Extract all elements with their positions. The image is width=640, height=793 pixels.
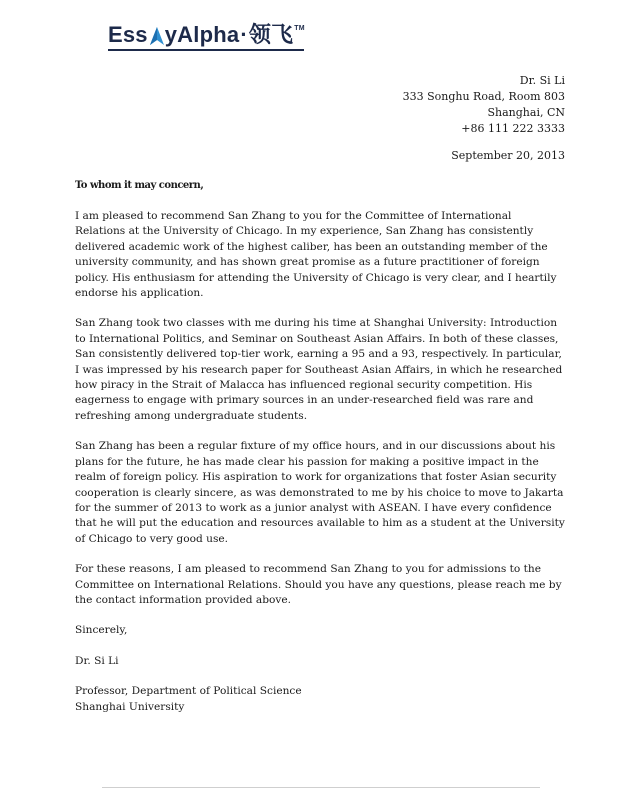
logo-chinese-text: 领飞 xyxy=(248,22,294,47)
signer-institution: Shanghai University xyxy=(75,700,185,713)
footer-divider xyxy=(102,787,540,788)
paragraph: San Zhang took two classes with me during his time at Shanghai University: Introduction to International Politics, and Seminar on Southeast Asian Affairs. In both of these classes, San consistently delivered top-tier work, earning a 95 and a 93, respectively. In particular, I was impressed by his research paper for Southeast Asian Affairs, in which he researched how piracy in the Strait of Malacca has influenced regional security competition. His eagerness to engage with primary sources in an under-researched field was rare and refreshing among undergraduate students. xyxy=(75,317,563,422)
signature-name: Dr. Si Li xyxy=(75,654,119,667)
paper-plane-icon xyxy=(149,25,164,43)
valediction: Sincerely, xyxy=(75,624,128,637)
paragraph: San Zhang has been a regular fixture of my office hours, and in our discussions about his plans for the future, he has made clear his passion for making a positive impact in the realm of foreign policy. His aspiration to work for organizations that foster Asian security cooperation is clearly sincere, as was demonstrated to me by his choice to move to Jakarta for the summer of 2013 to work as a junior analyst with ASEAN. I have every confidence that he will put the education and resources available to him as a student at the University of Chicago to very good use. xyxy=(75,440,565,545)
sender-address: 333 Songhu Road, Room 803 xyxy=(402,90,565,103)
sender-city: Shanghai, CN xyxy=(487,106,565,119)
logo-underline xyxy=(108,49,304,51)
sender-name: Dr. Si Li xyxy=(519,74,565,87)
letter-date: September 20, 2013 xyxy=(451,149,565,162)
paragraph: I am pleased to recommend San Zhang to you for the Committee of International Relations at the University of Chicago. In my experience, San Zhang has consistently delivered academic work of the highest caliber, has been an outstanding member of the university community, and has shown great promise as a future practitioner of foreign policy. His enthusiasm for attending the University of Chicago is very clear, and I heartily endorse his application. xyxy=(75,210,557,300)
sender-address-block xyxy=(403,73,565,137)
essay-alpha-logo xyxy=(108,18,305,48)
salutation: To whom it may concern, xyxy=(75,180,204,191)
logo-dot: · xyxy=(240,22,248,47)
sender-phone: +86 111 222 3333 xyxy=(461,122,565,135)
signer-title: Professor, Department of Political Science xyxy=(75,685,302,698)
letter-body xyxy=(75,209,565,715)
logo-text-part2: yAlpha xyxy=(164,22,240,47)
logo-text-part1: Ess xyxy=(108,22,148,47)
logo-trademark: TM xyxy=(294,25,305,32)
paragraph: For these reasons, I am pleased to recommend San Zhang to you for admissions to the Committee on International Relations. Should you have any questions, please reach me by the contact information provided above. xyxy=(75,563,562,606)
